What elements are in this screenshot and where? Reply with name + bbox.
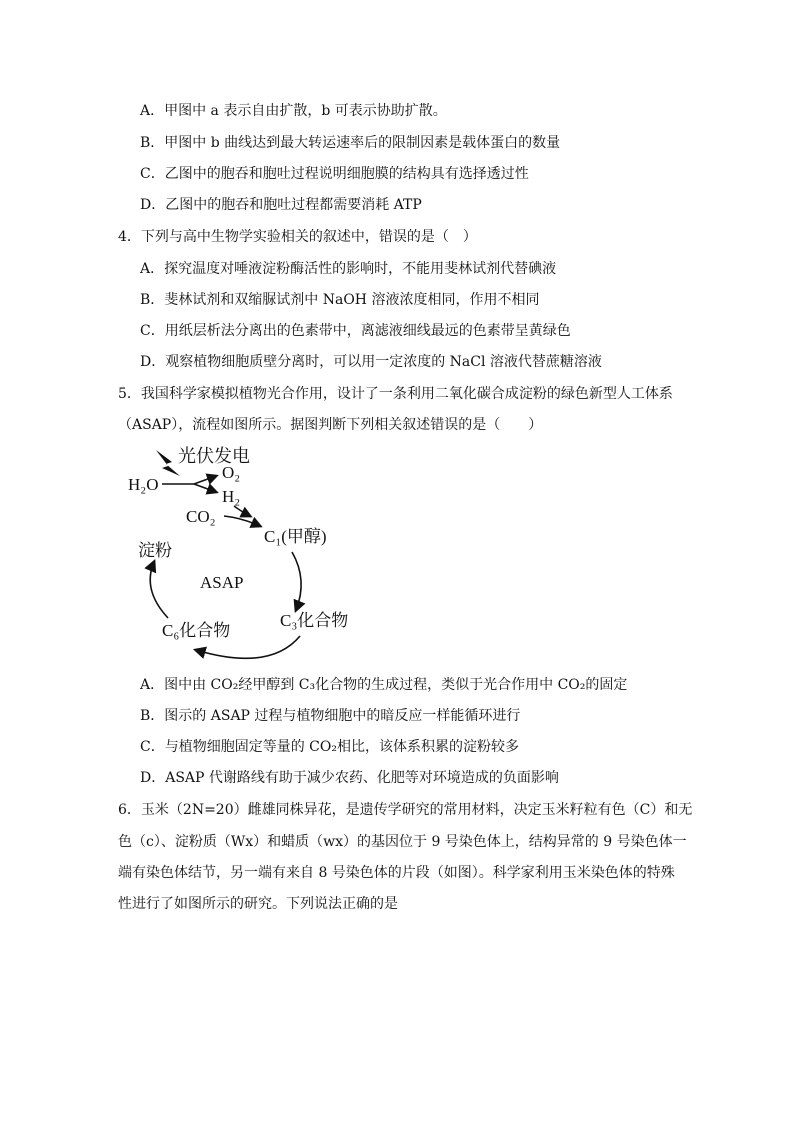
q4-option-c: C．用纸层析法分离出的色素带中，离滤液细线最远的色素带呈黄绿色 xyxy=(140,323,571,339)
asap-center-label: ASAP xyxy=(200,573,244,592)
q3-option-c: C．乙图中的胞吞和胞吐过程说明细胞膜的结构具有选择透过性 xyxy=(140,166,529,182)
q6-stem-line2: 色（c）、淀粉质（Wx）和蜡质（wx）的基因位于 9 号染色体上，结构异常的 9 号染色体一 xyxy=(118,834,687,850)
hydrogen-to-c1-arrow xyxy=(234,506,250,516)
q5-option-c: C．与植物细胞固定等量的 CO₂相比，该体系积累的淀粉较多 xyxy=(140,739,519,755)
q3-option-a: A．甲图中 a 表示自由扩散，b 可表示协助扩散。 xyxy=(140,103,447,119)
c3-compound-label: C₃化合物 xyxy=(280,611,349,630)
oxygen-label: O₂ xyxy=(222,463,241,482)
q3-option-d: D．乙图中的胞吞和胞吐过程都需要消耗 ATP xyxy=(140,197,422,213)
solar-power-label: 光伏发电 xyxy=(178,446,250,466)
hydrogen-label: H₂ xyxy=(222,487,241,506)
q5-stem-line1: 5．我国科学家模拟植物光合作用，设计了一条利用二氧化碳合成淀粉的绿色新型人工体系 xyxy=(118,386,673,402)
asap-pathway-diagram xyxy=(110,440,370,670)
c1-methanol-label: C₁(甲醇) xyxy=(264,527,327,546)
q5-stem-line2: （ASAP），流程如图所示。据图判断下列相关叙述错误的是（ ） xyxy=(118,417,543,433)
hydrogen-arrow xyxy=(194,484,216,492)
q6-stem-line4: 性进行了如图所示的研究。下列说法正确的是 xyxy=(118,896,398,912)
q6-stem-line1: 6．玉米（2N=20）雌雄同株异花，是遗传学研究的常用材料，决定玉米籽粒有色（C）和无 xyxy=(118,802,693,818)
q4-option-d: D．观察植物细胞质壁分离时，可以用一定浓度的 NaCl 溶液代替蔗糖溶液 xyxy=(140,354,602,370)
q5-option-b: B．图示的 ASAP 过程与植物细胞中的暗反应一样能循环进行 xyxy=(140,708,521,724)
q6-stem-line3: 端有染色体结节，另一端有来自 8 号染色体的片段（如图）。科学家利用玉米染色体的特殊 xyxy=(118,865,675,881)
oxygen-arrow xyxy=(194,476,216,484)
water-label: H₂O xyxy=(128,475,159,494)
co2-label: CO₂ xyxy=(186,507,216,526)
q5-option-a: A．图中由 CO₂经甲醇到 C₃化合物的生成过程，类似于光合作用中 CO₂的固定 xyxy=(140,677,628,693)
c6-compound-label: C₆化合物 xyxy=(162,621,231,640)
q3-option-b: B．甲图中 b 曲线达到最大转运速率后的限制因素是载体蛋白的数量 xyxy=(140,135,561,151)
q5-option-d: D．ASAP 代谢路线有助于减少农药、化肥等对环境造成的负面影响 xyxy=(140,770,559,786)
q4-option-b: B．斐林试剂和双缩脲试剂中 NaOH 溶液浓度相同，作用不相同 xyxy=(140,292,540,308)
q4-option-a: A．探究温度对唾液淀粉酶活性的影响时，不能用斐林试剂代替碘液 xyxy=(140,261,557,277)
c6-to-starch-arrow xyxy=(150,562,168,618)
lightning-icon xyxy=(156,450,180,476)
co2-to-c1-arrow xyxy=(224,516,260,526)
c1-to-c3-arrow xyxy=(292,552,301,610)
q4-stem: 4．下列与高中生物学实验相关的叙述中，错误的是（ ） xyxy=(118,229,477,245)
starch-label: 淀粉 xyxy=(138,541,172,560)
